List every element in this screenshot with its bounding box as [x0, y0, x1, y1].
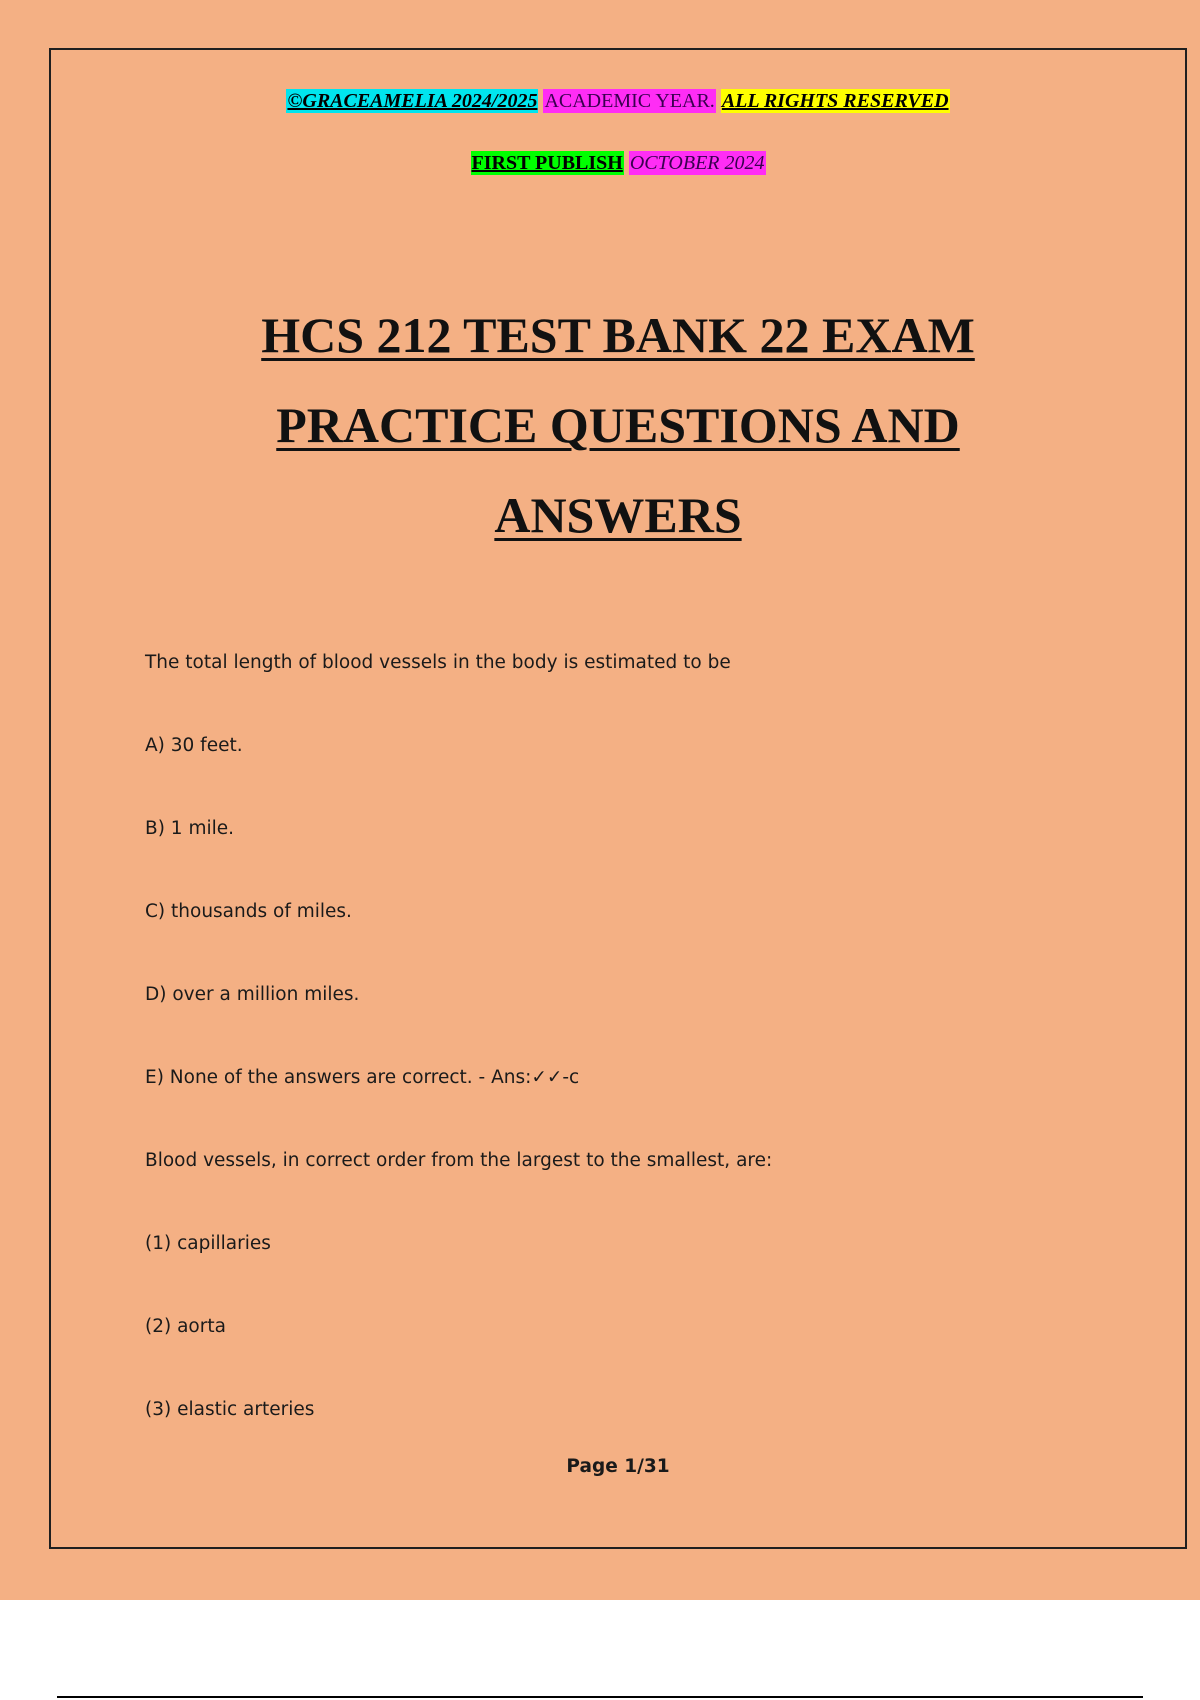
- list-item: (2) aorta: [145, 1316, 226, 1337]
- answer-option-b: B) 1 mile.: [145, 818, 235, 839]
- list-item: (3) elastic arteries: [145, 1399, 315, 1420]
- answer-option-e: E) None of the answers are correct. - Ans:✓✓-c: [145, 1067, 580, 1088]
- list-item: (1) capillaries: [145, 1233, 271, 1254]
- title-line: ANSWERS: [494, 487, 742, 543]
- academic-year-text: ACADEMIC YEAR.: [544, 90, 715, 112]
- question-text: The total length of blood vessels in the body is estimated to be: [145, 652, 731, 673]
- rights-reserved-text: ALL RIGHTS RESERVED: [721, 90, 949, 112]
- title-line: HCS 212 TEST BANK 22 EXAM: [261, 307, 975, 363]
- question-text: Blood vessels, in correct order from the largest to the smallest, are:: [145, 1150, 773, 1171]
- first-publish-text: FIRST PUBLISH: [471, 152, 623, 174]
- publish-date-text: OCTOBER 2024: [629, 152, 765, 174]
- publish-header: [51, 150, 1185, 176]
- footer-divider: [57, 1696, 1143, 1698]
- question-content: [145, 650, 1145, 1480]
- page-frame: [49, 48, 1187, 1549]
- document-title: [51, 290, 1185, 560]
- copyright-header: [51, 88, 1185, 114]
- title-line: PRACTICE QUESTIONS AND: [276, 397, 960, 453]
- answer-option-a: A) 30 feet.: [145, 735, 243, 756]
- answer-option-c: C) thousands of miles.: [145, 901, 352, 922]
- page-number: Page 1/31: [566, 1456, 670, 1477]
- copyright-text: ©GRACEAMELIA 2024/2025: [287, 90, 538, 112]
- answer-option-d: D) over a million miles.: [145, 984, 360, 1005]
